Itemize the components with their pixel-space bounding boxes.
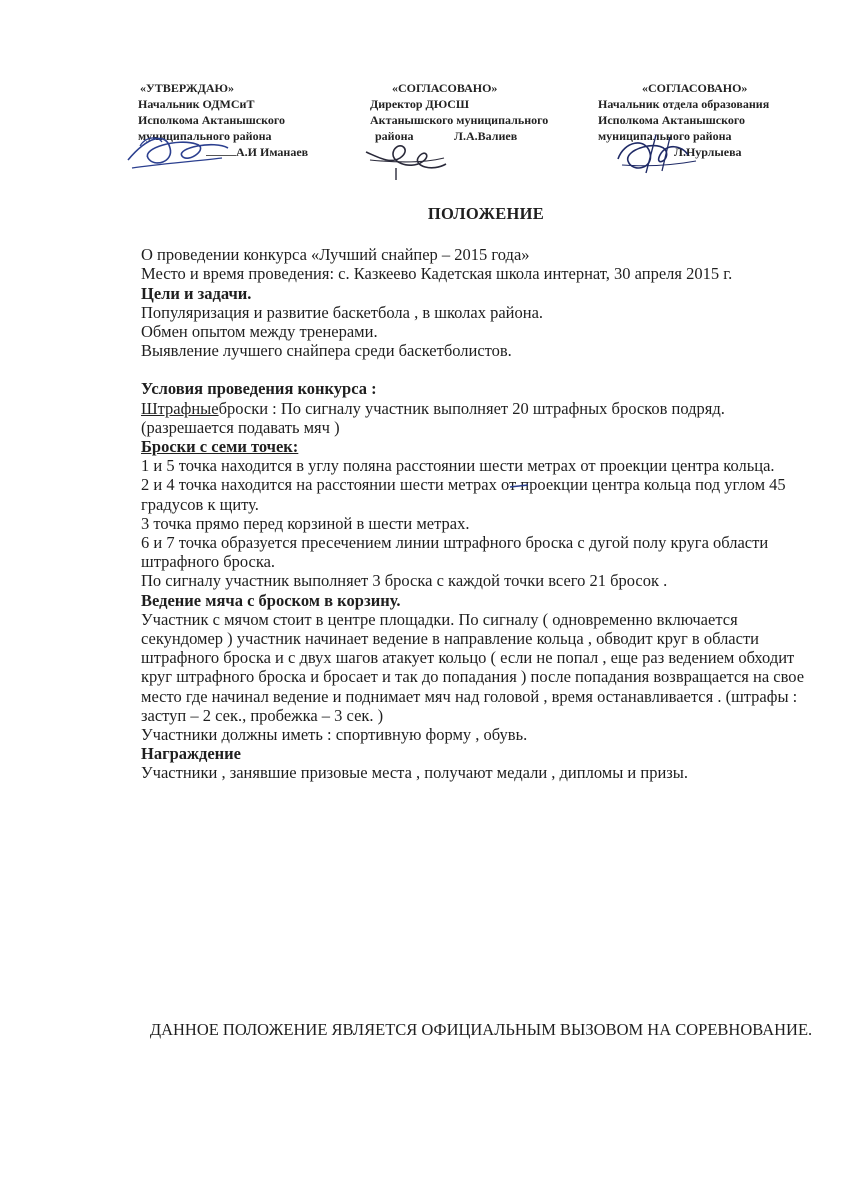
- awards-heading: Награждение: [141, 744, 241, 764]
- approval-position: муниципального района: [598, 129, 732, 143]
- goal-item: Выявление лучшего снайпера среди баскетболистов.: [141, 341, 512, 361]
- seven-points-item: 2 и 4 точка находится на расстоянии шести метрах от проекции центра кольца под углом 45 градусов к щиту.: [141, 475, 786, 514]
- conditions-heading: Условия проведения конкурса :: [141, 379, 377, 399]
- signature-imanaev: [118, 118, 238, 178]
- equipment-text: Участники должны иметь : спортивную форму , обувь.: [141, 725, 528, 745]
- contest-place-time: Место и время проведения: с. Казкеево Кадетская школа интернат, 30 апреля 2015 г.: [141, 264, 733, 284]
- approval-position: Исполкома Актанышского: [598, 113, 746, 127]
- seven-points-heading: Броски с семи точек:: [141, 437, 299, 457]
- approval-heading: «СОГЛАСОВАНО»: [642, 81, 748, 95]
- goal-item: Обмен опытом между тренерами.: [141, 322, 378, 342]
- dribble-heading: Ведение мяча с броском в корзину.: [141, 590, 401, 610]
- goals-heading: Цели и задачи.: [141, 283, 252, 303]
- approval-signer: Л.А.Валиев: [454, 129, 518, 143]
- contest-name: О проведении конкурса «Лучший снайпер – 2015 года»: [141, 245, 530, 265]
- seven-points-item: 1 и 5 точка находится в углу поляна расстоянии шести метрах от проекции центра кольца.: [141, 456, 775, 476]
- free-throws-text: броски : По сигналу участник выполняет 20 штрафных бросков подряд. (разрешается подавать мяч ): [141, 398, 725, 437]
- approval-heading: «СОГЛАСОВАНО»: [392, 81, 498, 95]
- awards-text: Участники , занявшие призовые места , получают медали , дипломы и призы.: [141, 763, 689, 783]
- approval-position: Актанышского муниципального: [370, 113, 549, 127]
- signature-valiev: [360, 128, 450, 183]
- dribble-text: Участник с мячом стоит в центре площадки. По сигналу ( одновременно включается секундомер ) участник начинает ведение в направление кольца , обводит круг в области штрафного броска и с двух шагов атакует кольцо ( если не попал , еще раз ведением обходит круг штрафного броска и бросает и так до попадания ) после попадания возвращается на свое место где начинал ведение и поднимает мяч над головой , время останавливается . (штрафы : заступ – 2 сек., пробежка – 3 сек. ): [141, 609, 805, 725]
- free-throws-paragraph: [141, 399, 821, 437]
- approval-signer: Л.Нурлыева: [674, 145, 742, 159]
- approval-heading: «УТВЕРЖДАЮ»: [140, 81, 235, 95]
- approval-position: района: [375, 129, 414, 143]
- approval-position: Начальник отдела образования: [598, 97, 770, 111]
- free-throws-label: Штрафные: [141, 398, 219, 418]
- approval-header: [0, 0, 865, 190]
- approval-position: Директор ДЮСШ: [370, 97, 470, 111]
- approval-position: муниципального района: [138, 129, 272, 143]
- official-call-notice: ДАННОЕ ПОЛОЖЕНИЕ ЯВЛЯЕТСЯ ОФИЦИАЛЬНЫМ ВЫЗОВОМ НА СОРЕВНОВАНИЕ.: [149, 1020, 813, 1039]
- goal-item: Популяризация и развитие баскетбола , в школах района.: [141, 302, 544, 322]
- seven-points-item: По сигналу участник выполняет 3 броска с каждой точки всего 21 бросок .: [141, 571, 668, 591]
- pen-mark: [508, 482, 530, 490]
- approval-position: Начальник ОДМСиТ: [138, 97, 255, 111]
- approval-signer: А.И Иманаев: [236, 145, 309, 159]
- document-title: ПОЛОЖЕНИЕ: [427, 204, 545, 223]
- approval-position: Исполкома Актанышского: [138, 113, 286, 127]
- signature-nurlyeva: [610, 125, 700, 180]
- document-body: [141, 200, 821, 783]
- seven-points-item: 6 и 7 точка образуется пресечением линии штрафного броска с дугой полу круга области штрафного броска.: [141, 533, 769, 572]
- seven-points-item: 3 точка прямо перед корзиной в шести метрах.: [141, 513, 470, 533]
